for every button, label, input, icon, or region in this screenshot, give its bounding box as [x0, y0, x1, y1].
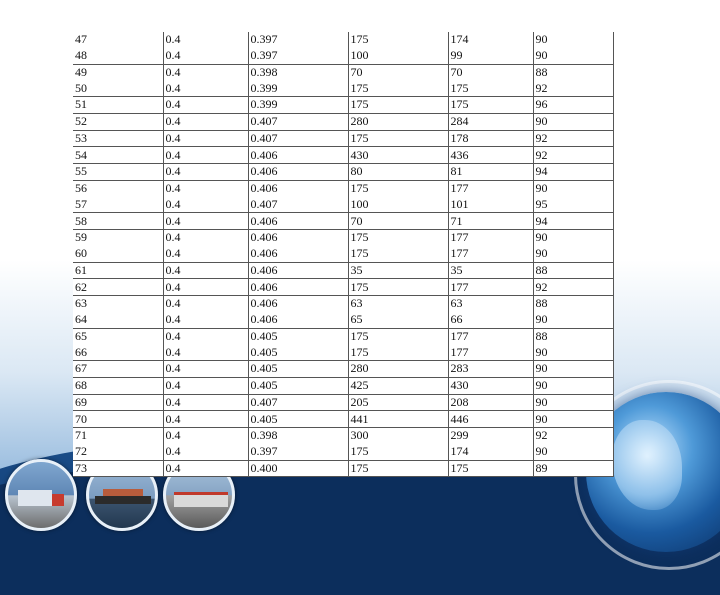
table-cell: 66 — [448, 312, 533, 328]
table-cell: 90 — [533, 32, 613, 48]
table-cell: 0.4 — [163, 377, 248, 394]
table-row — [73, 279, 613, 296]
table-cell: 50 — [73, 80, 163, 96]
table-cell: 0.4 — [163, 164, 248, 181]
table-row — [73, 80, 613, 96]
table-cell: 69 — [73, 394, 163, 411]
data-table — [73, 32, 614, 477]
table-cell: 71 — [73, 428, 163, 444]
table-cell: 92 — [533, 130, 613, 147]
table-cell: 0.405 — [248, 361, 348, 378]
table-cell: 101 — [448, 197, 533, 213]
data-table-body — [73, 32, 613, 477]
table-cell: 0.406 — [248, 279, 348, 296]
table-cell: 0.405 — [248, 377, 348, 394]
table-cell: 0.4 — [163, 230, 248, 246]
table-cell: 94 — [533, 164, 613, 181]
table-cell: 208 — [448, 394, 533, 411]
table-cell: 425 — [348, 377, 448, 394]
table-cell: 70 — [348, 213, 448, 230]
table-cell: 0.407 — [248, 197, 348, 213]
table-cell: 0.400 — [248, 460, 348, 477]
table-cell: 0.4 — [163, 197, 248, 213]
table-cell: 66 — [73, 344, 163, 360]
table-cell: 59 — [73, 230, 163, 246]
table-cell: 177 — [448, 246, 533, 262]
table-cell: 90 — [533, 444, 613, 460]
table-row — [73, 213, 613, 230]
table-cell: 0.397 — [248, 444, 348, 460]
table-cell: 70 — [348, 64, 448, 80]
table-row — [73, 246, 613, 262]
table-cell: 0.4 — [163, 460, 248, 477]
table-cell: 175 — [348, 328, 448, 344]
table-row — [73, 230, 613, 246]
table-row — [73, 411, 613, 428]
table-cell: 49 — [73, 64, 163, 80]
table-row — [73, 328, 613, 344]
table-cell: 90 — [533, 361, 613, 378]
table-row — [73, 197, 613, 213]
table-cell: 0.406 — [248, 147, 348, 164]
table-cell: 92 — [533, 428, 613, 444]
table-cell: 55 — [73, 164, 163, 181]
table-row — [73, 113, 613, 130]
table-cell: 90 — [533, 180, 613, 196]
table-row — [73, 344, 613, 360]
table-cell: 72 — [73, 444, 163, 460]
table-cell: 92 — [533, 147, 613, 164]
table-cell: 205 — [348, 394, 448, 411]
table-cell: 0.4 — [163, 296, 248, 312]
table-cell: 89 — [533, 460, 613, 477]
table-cell: 175 — [348, 32, 448, 48]
table-cell: 54 — [73, 147, 163, 164]
table-cell: 73 — [73, 460, 163, 477]
table-row — [73, 312, 613, 328]
table-cell: 0.406 — [248, 296, 348, 312]
table-cell: 174 — [448, 32, 533, 48]
table-cell: 0.397 — [248, 48, 348, 64]
table-cell: 92 — [533, 279, 613, 296]
table-cell: 92 — [533, 80, 613, 96]
table-cell: 0.405 — [248, 411, 348, 428]
table-cell: 62 — [73, 279, 163, 296]
train-body — [174, 492, 228, 507]
ship-deck — [103, 489, 143, 496]
table-cell: 175 — [348, 80, 448, 96]
table-cell: 100 — [348, 48, 448, 64]
table-cell: 90 — [533, 246, 613, 262]
table-cell: 284 — [448, 113, 533, 130]
table-cell: 175 — [448, 80, 533, 96]
table-cell: 47 — [73, 32, 163, 48]
table-cell: 430 — [348, 147, 448, 164]
table-row — [73, 444, 613, 460]
table-row — [73, 460, 613, 477]
table-cell: 0.4 — [163, 97, 248, 114]
table-cell: 0.399 — [248, 97, 348, 114]
table-cell: 0.406 — [248, 164, 348, 181]
table-cell: 90 — [533, 312, 613, 328]
table-row — [73, 97, 613, 114]
table-cell: 280 — [348, 113, 448, 130]
table-cell: 63 — [448, 296, 533, 312]
table-cell: 65 — [348, 312, 448, 328]
table-cell: 0.407 — [248, 113, 348, 130]
table-cell: 0.4 — [163, 80, 248, 96]
table-row — [73, 147, 613, 164]
table-cell: 300 — [348, 428, 448, 444]
table-cell: 90 — [533, 48, 613, 64]
table-cell: 35 — [448, 262, 533, 279]
table-cell: 441 — [348, 411, 448, 428]
table-cell: 96 — [533, 97, 613, 114]
table-cell: 436 — [448, 147, 533, 164]
table-cell: 0.406 — [248, 180, 348, 196]
table-row — [73, 394, 613, 411]
table-cell: 175 — [348, 246, 448, 262]
table-cell: 0.4 — [163, 262, 248, 279]
table-cell: 57 — [73, 197, 163, 213]
table-cell: 58 — [73, 213, 163, 230]
table-cell: 177 — [448, 230, 533, 246]
table-cell: 88 — [533, 262, 613, 279]
table-cell: 100 — [348, 197, 448, 213]
table-cell: 175 — [348, 279, 448, 296]
table-cell: 0.4 — [163, 344, 248, 360]
table-cell: 0.4 — [163, 130, 248, 147]
table-row — [73, 32, 613, 48]
table-cell: 0.4 — [163, 394, 248, 411]
table-row — [73, 180, 613, 196]
table-cell: 0.406 — [248, 312, 348, 328]
table-cell: 63 — [348, 296, 448, 312]
table-cell: 68 — [73, 377, 163, 394]
table-row — [73, 48, 613, 64]
truck-icon — [5, 459, 77, 531]
table-cell: 0.397 — [248, 32, 348, 48]
table-cell: 80 — [348, 164, 448, 181]
table-cell: 0.405 — [248, 344, 348, 360]
table-cell: 48 — [73, 48, 163, 64]
table-cell: 0.4 — [163, 32, 248, 48]
table-cell: 0.4 — [163, 147, 248, 164]
table-cell: 0.4 — [163, 411, 248, 428]
table-cell: 88 — [533, 296, 613, 312]
table-cell: 0.398 — [248, 64, 348, 80]
table-row — [73, 64, 613, 80]
table-cell: 430 — [448, 377, 533, 394]
table-cell: 65 — [73, 328, 163, 344]
table-cell: 90 — [533, 113, 613, 130]
table-cell: 0.4 — [163, 113, 248, 130]
table-cell: 52 — [73, 113, 163, 130]
table-cell: 90 — [533, 230, 613, 246]
table-cell: 0.4 — [163, 312, 248, 328]
table-cell: 0.4 — [163, 246, 248, 262]
table-cell: 60 — [73, 246, 163, 262]
table-cell: 0.406 — [248, 262, 348, 279]
table-cell: 0.4 — [163, 328, 248, 344]
table-cell: 174 — [448, 444, 533, 460]
table-cell: 0.406 — [248, 246, 348, 262]
table-cell: 95 — [533, 197, 613, 213]
table-cell: 283 — [448, 361, 533, 378]
table-cell: 81 — [448, 164, 533, 181]
table-cell: 446 — [448, 411, 533, 428]
table-cell: 175 — [348, 444, 448, 460]
table-cell: 175 — [448, 97, 533, 114]
table-cell: 99 — [448, 48, 533, 64]
table-cell: 88 — [533, 328, 613, 344]
table-cell: 0.4 — [163, 64, 248, 80]
table-cell: 51 — [73, 97, 163, 114]
table-row — [73, 377, 613, 394]
table-row — [73, 130, 613, 147]
table-cell: 0.399 — [248, 80, 348, 96]
table-cell: 0.406 — [248, 213, 348, 230]
table-cell: 0.406 — [248, 230, 348, 246]
table-row — [73, 428, 613, 444]
table-cell: 90 — [533, 377, 613, 394]
table-cell: 0.4 — [163, 213, 248, 230]
table-cell: 90 — [533, 344, 613, 360]
table-cell: 70 — [73, 411, 163, 428]
table-cell: 90 — [533, 411, 613, 428]
table-cell: 0.4 — [163, 428, 248, 444]
table-cell: 94 — [533, 213, 613, 230]
table-cell: 35 — [348, 262, 448, 279]
table-cell: 67 — [73, 361, 163, 378]
table-cell: 71 — [448, 213, 533, 230]
table-cell: 63 — [73, 296, 163, 312]
table-cell: 177 — [448, 180, 533, 196]
table-cell: 175 — [348, 180, 448, 196]
table-cell: 0.407 — [248, 130, 348, 147]
ship-hull — [95, 496, 151, 504]
table-cell: 0.4 — [163, 180, 248, 196]
truck-trailer — [18, 490, 52, 506]
table-cell: 175 — [348, 97, 448, 114]
table-cell: 280 — [348, 361, 448, 378]
table-row — [73, 361, 613, 378]
table-cell: 0.4 — [163, 444, 248, 460]
truck-cab — [52, 494, 64, 506]
table-cell: 177 — [448, 279, 533, 296]
table-cell: 175 — [348, 460, 448, 477]
table-cell: 299 — [448, 428, 533, 444]
table-row — [73, 296, 613, 312]
table-cell: 90 — [533, 394, 613, 411]
table-cell: 175 — [348, 344, 448, 360]
table-cell: 175 — [448, 460, 533, 477]
table-cell: 53 — [73, 130, 163, 147]
table-row — [73, 164, 613, 181]
table-cell: 70 — [448, 64, 533, 80]
table-cell: 175 — [348, 230, 448, 246]
table-row — [73, 262, 613, 279]
table-cell: 64 — [73, 312, 163, 328]
table-cell: 0.4 — [163, 361, 248, 378]
table-cell: 175 — [348, 130, 448, 147]
table-cell: 177 — [448, 344, 533, 360]
table-cell: 88 — [533, 64, 613, 80]
table-cell: 61 — [73, 262, 163, 279]
table-cell: 0.398 — [248, 428, 348, 444]
table-cell: 177 — [448, 328, 533, 344]
table-cell: 0.4 — [163, 48, 248, 64]
table-cell: 0.4 — [163, 279, 248, 296]
table-cell: 178 — [448, 130, 533, 147]
table-cell: 56 — [73, 180, 163, 196]
table-cell: 0.407 — [248, 394, 348, 411]
table-cell: 0.405 — [248, 328, 348, 344]
